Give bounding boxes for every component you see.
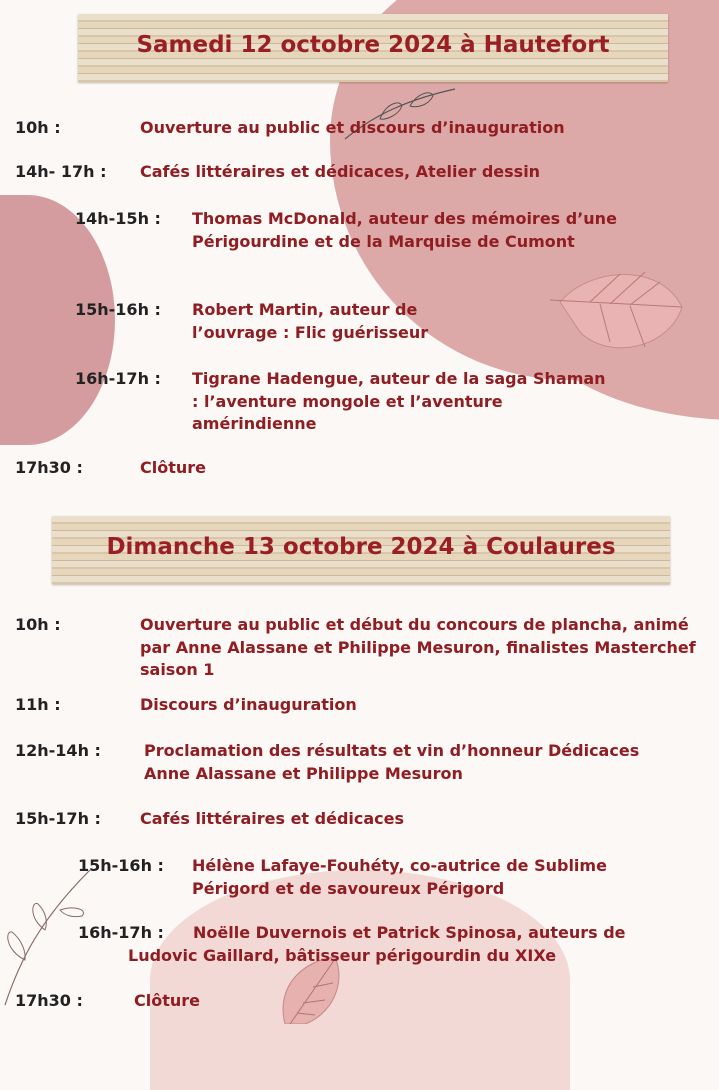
leaf-icon <box>550 262 690 362</box>
event-text: Noëlle Duvernois et Patrick Spinosa, auteurs de Ludovic Gaillard, bâtisseur périgourdin du XIXe <box>128 923 626 965</box>
event-text: Clôture <box>134 991 200 1010</box>
time-label: 14h- 17h : <box>15 162 107 181</box>
time-label: 16h-17h : <box>75 369 161 388</box>
day1-title: Samedi 12 octobre 2024 à Hautefort <box>136 32 610 58</box>
event-text: Proclamation des résultats et vin d’honneur Dédicaces Anne Alassane et Philippe Mesuron <box>144 741 640 783</box>
time-label: 10h : <box>15 615 61 634</box>
time-label: 15h-16h : <box>78 856 164 875</box>
day2-title: Dimanche 13 octobre 2024 à Coulaures <box>106 534 616 560</box>
event-text: Ouverture au public et discours d’inauguration <box>140 118 565 137</box>
decorative-blob <box>150 870 570 1090</box>
event-text: Discours d’inauguration <box>140 695 357 714</box>
time-label: 12h-14h : <box>15 741 101 760</box>
time-label: 16h-17h : <box>78 923 164 942</box>
event-text: Clôture <box>140 458 206 477</box>
event-text: Hélène Lafaye-Fouhéty, co-autrice de Sublime Périgord et de savoureux Périgord <box>192 856 607 898</box>
event-text: Cafés littéraires et dédicaces <box>140 809 405 828</box>
time-label: 15h-16h : <box>75 300 161 319</box>
event-text: Ouverture au public et début du concours de plancha, animé par Anne Alassane et Philippe Mesuron, finalistes Masterchef saison 1 <box>140 615 696 679</box>
time-label: 15h-17h : <box>15 809 101 828</box>
day1-banner <box>78 14 668 82</box>
event-text: Cafés littéraires et dédicaces, Atelier dessin <box>140 162 541 181</box>
time-label: 17h30 : <box>15 991 83 1010</box>
day2-banner <box>52 516 670 584</box>
time-label: 17h30 : <box>15 458 83 477</box>
time-label: 10h : <box>15 118 61 137</box>
time-label: 11h : <box>15 695 61 714</box>
time-label: 14h-15h : <box>75 209 161 228</box>
event-text: Robert Martin, auteur de l’ouvrage : Flic guérisseur <box>192 300 429 342</box>
event-text: Tigrane Hadengue, auteur de la saga Shaman : l’aventure mongole et l’aventure amérindienne <box>192 369 606 433</box>
event-text: Thomas McDonald, auteur des mémoires d’une Périgourdine et de la Marquise de Cumont <box>192 209 617 251</box>
